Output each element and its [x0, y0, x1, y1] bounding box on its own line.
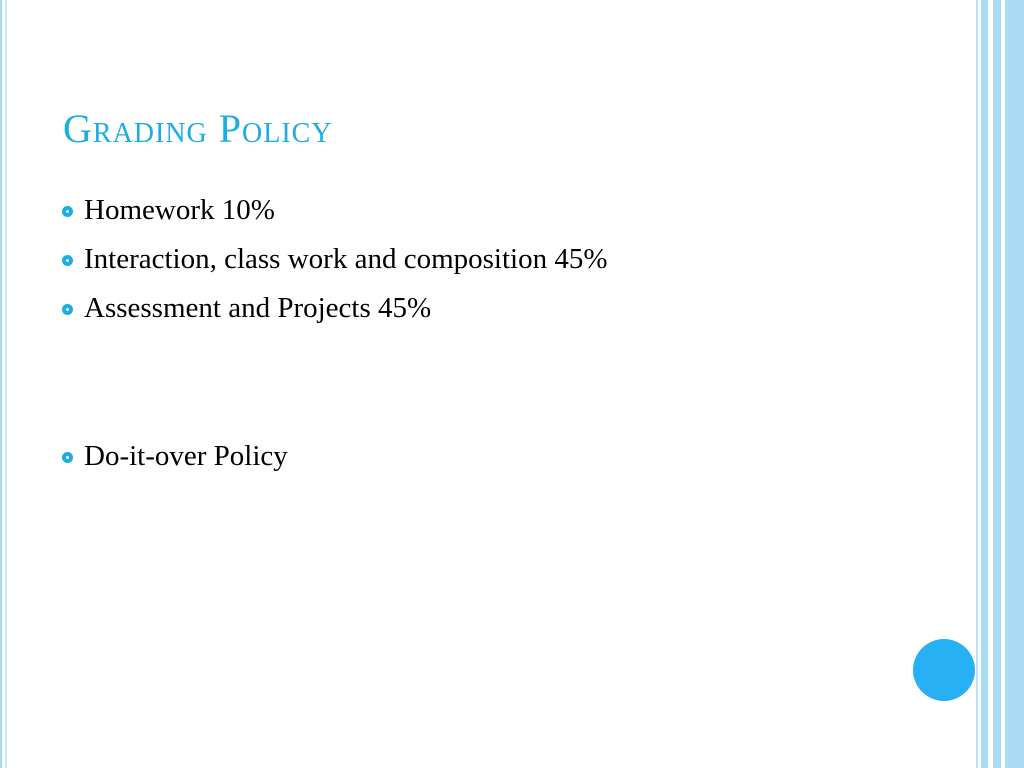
bullet-text: Interaction, class work and composition 45% — [84, 243, 608, 275]
left-border-line — [5, 0, 7, 768]
bullet-text: Do-it-over Policy — [84, 440, 288, 472]
circle-decoration — [913, 639, 975, 701]
bullet-list — [62, 186, 608, 481]
right-stripe — [981, 0, 988, 768]
bullet-item — [62, 432, 608, 481]
bullet-item — [62, 284, 608, 333]
ring-bullet-icon — [62, 206, 73, 217]
bullet-text: Assessment and Projects 45% — [84, 292, 432, 324]
ring-bullet-icon — [62, 452, 73, 463]
right-stripe — [976, 0, 978, 768]
right-stripe — [993, 0, 1001, 768]
ring-bullet-icon — [62, 304, 73, 315]
slide-title: Grading Policy — [63, 106, 333, 151]
bullet-item — [62, 235, 608, 284]
right-stripe — [1005, 0, 1024, 768]
bullet-item — [62, 186, 608, 235]
ring-bullet-icon — [62, 255, 73, 266]
bullet-text: Homework 10% — [84, 194, 275, 226]
